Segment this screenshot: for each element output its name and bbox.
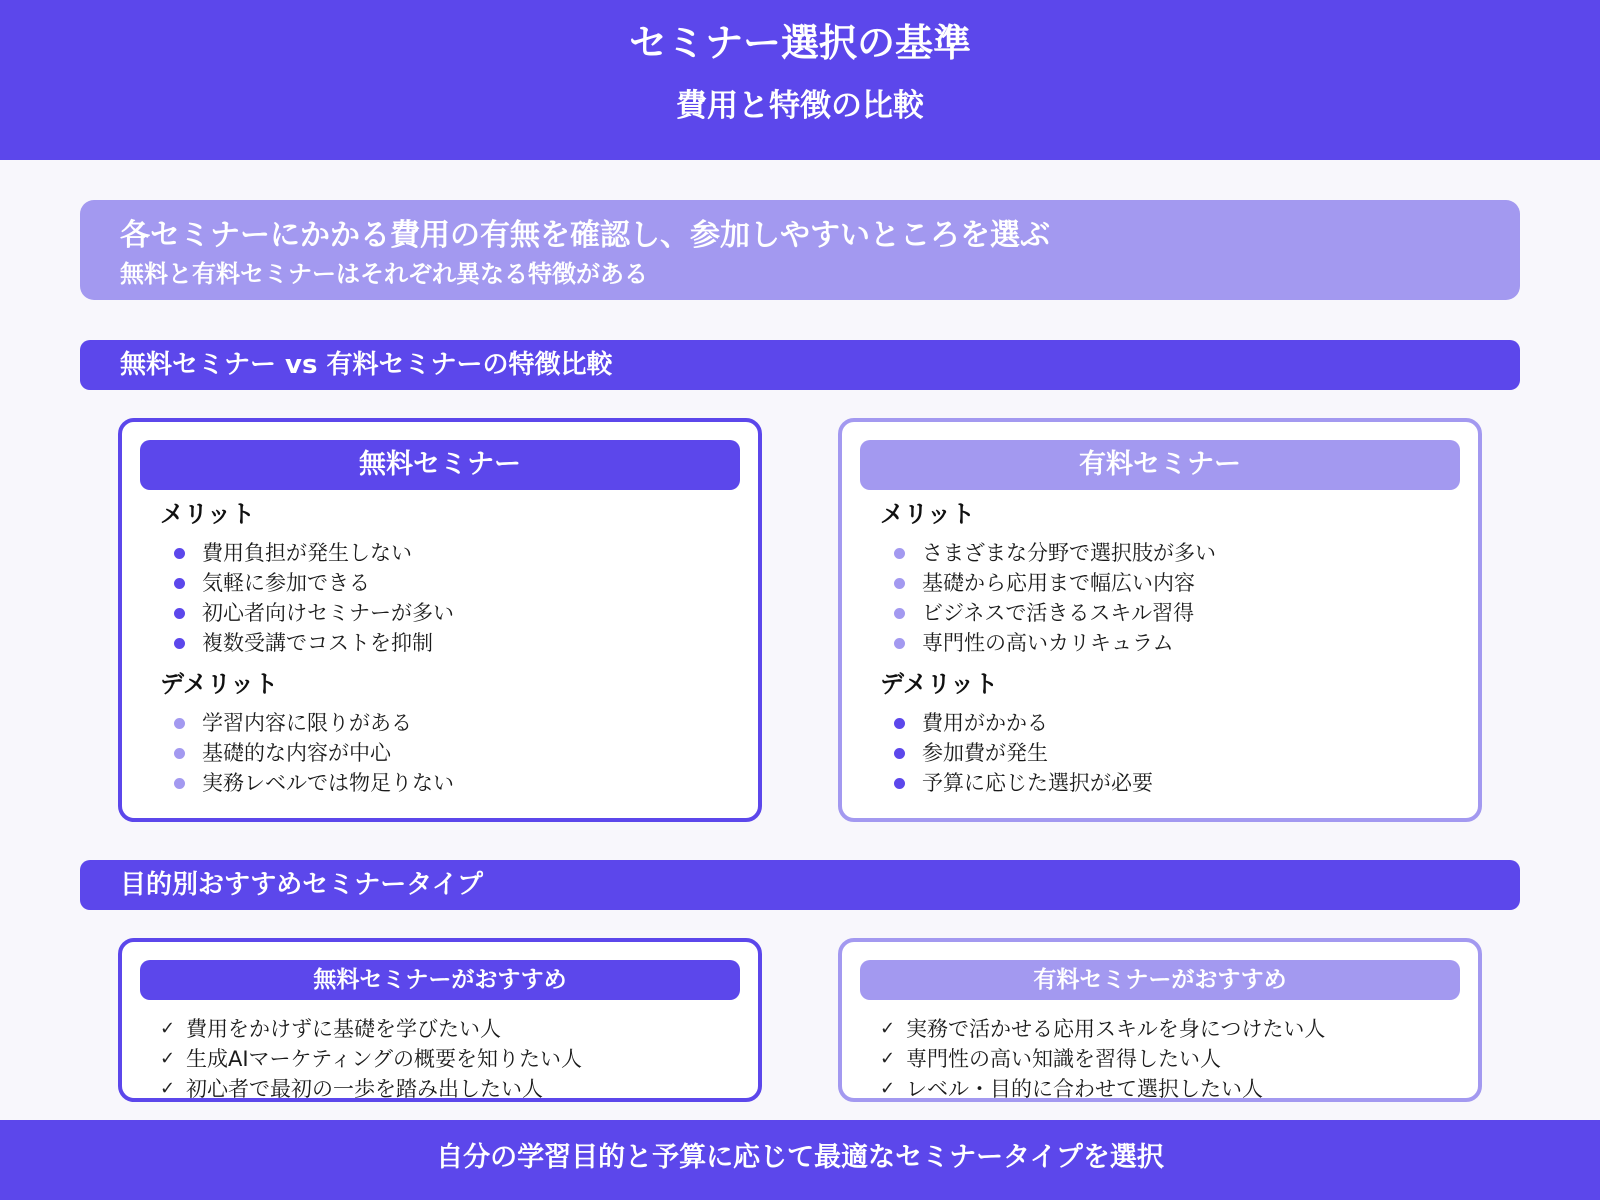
paid-recommend-list <box>880 1014 1325 1104</box>
paid-merit-list <box>894 538 1216 658</box>
list-item: 費用負担が発生しない <box>174 538 454 568</box>
bullet-dot-icon <box>894 608 905 619</box>
bullet-dot-icon <box>174 608 185 619</box>
list-item: ビジネスで活きるスキル習得 <box>894 598 1216 628</box>
recommend-section-header <box>80 860 1520 910</box>
list-item: 予算に応じた選択が必要 <box>894 768 1153 798</box>
free-recommend-title: 無料セミナーがおすすめ <box>140 960 740 1000</box>
list-item: 学習内容に限りがある <box>174 708 454 738</box>
free-merit-label: メリット <box>160 500 256 528</box>
list-item: ✓ 専門性の高い知識を習得したい人 <box>880 1044 1325 1074</box>
list-item: 参加費が発生 <box>894 738 1153 768</box>
free-seminar-card <box>118 418 762 822</box>
check-icon: ✓ <box>880 1078 896 1099</box>
comparison-section-title: 無料セミナー vs 有料セミナーの特徴比較 <box>120 350 613 380</box>
bullet-dot-icon <box>174 638 185 649</box>
bullet-dot-icon <box>174 548 185 559</box>
check-icon: ✓ <box>880 1048 896 1069</box>
list-item: 初心者向けセミナーが多い <box>174 598 454 628</box>
check-icon: ✓ <box>160 1078 176 1099</box>
list-item: 複数受講でコストを抑制 <box>174 628 454 658</box>
paid-demerit-label: デメリット <box>880 670 999 698</box>
intro-sub-text: 無料と有料セミナーはそれぞれ異なる特徴がある <box>120 260 648 288</box>
page-subtitle: 費用と特徴の比較 <box>676 88 924 124</box>
bullet-dot-icon <box>894 748 905 759</box>
list-item: ✓ 費用をかけずに基礎を学びたい人 <box>160 1014 582 1044</box>
bullet-dot-icon <box>894 578 905 589</box>
intro-main-text: 各セミナーにかかる費用の有無を確認し、参加しやすいところを選ぶ <box>120 218 1050 253</box>
paid-seminar-card <box>838 418 1482 822</box>
free-demerit-list <box>174 708 454 798</box>
intro-banner <box>80 200 1520 300</box>
paid-recommend-card <box>838 938 1482 1102</box>
check-icon: ✓ <box>880 1018 896 1039</box>
bullet-dot-icon <box>894 718 905 729</box>
free-recommend-card <box>118 938 762 1102</box>
bullet-dot-icon <box>894 778 905 789</box>
list-item: 費用がかかる <box>894 708 1153 738</box>
bullet-dot-icon <box>894 548 905 559</box>
free-merit-list <box>174 538 454 658</box>
page-footer <box>0 1120 1600 1200</box>
list-item: 実務レベルでは物足りない <box>174 768 454 798</box>
list-item: ✓ 初心者で最初の一歩を踏み出したい人 <box>160 1074 582 1104</box>
bullet-dot-icon <box>174 578 185 589</box>
list-item: さまざまな分野で選択肢が多い <box>894 538 1216 568</box>
free-demerit-label: デメリット <box>160 670 279 698</box>
list-item: ✓ 生成AIマーケティングの概要を知りたい人 <box>160 1044 582 1074</box>
paid-recommend-title: 有料セミナーがおすすめ <box>860 960 1460 1000</box>
page-title: セミナー選択の基準 <box>628 21 971 65</box>
list-item: 基礎から応用まで幅広い内容 <box>894 568 1216 598</box>
bullet-dot-icon <box>894 638 905 649</box>
bullet-dot-icon <box>174 778 185 789</box>
recommend-section-title: 目的別おすすめセミナータイプ <box>120 870 483 900</box>
paid-seminar-card-title: 有料セミナー <box>860 440 1460 490</box>
list-item: 気軽に参加できる <box>174 568 454 598</box>
list-item: 専門性の高いカリキュラム <box>894 628 1216 658</box>
footer-text: 自分の学習目的と予算に応じて最適なセミナータイプを選択 <box>436 1142 1164 1173</box>
paid-demerit-list <box>894 708 1153 798</box>
paid-merit-label: メリット <box>880 500 976 528</box>
bullet-dot-icon <box>174 718 185 729</box>
check-icon: ✓ <box>160 1018 176 1039</box>
list-item: ✓ レベル・目的に合わせて選択したい人 <box>880 1074 1325 1104</box>
bullet-dot-icon <box>174 748 185 759</box>
page-header <box>0 0 1600 160</box>
free-seminar-card-title: 無料セミナー <box>140 440 740 490</box>
free-recommend-list <box>160 1014 582 1104</box>
check-icon: ✓ <box>160 1048 176 1069</box>
list-item: ✓ 実務で活かせる応用スキルを身につけたい人 <box>880 1014 1325 1044</box>
comparison-section-header <box>80 340 1520 390</box>
list-item: 基礎的な内容が中心 <box>174 738 454 768</box>
